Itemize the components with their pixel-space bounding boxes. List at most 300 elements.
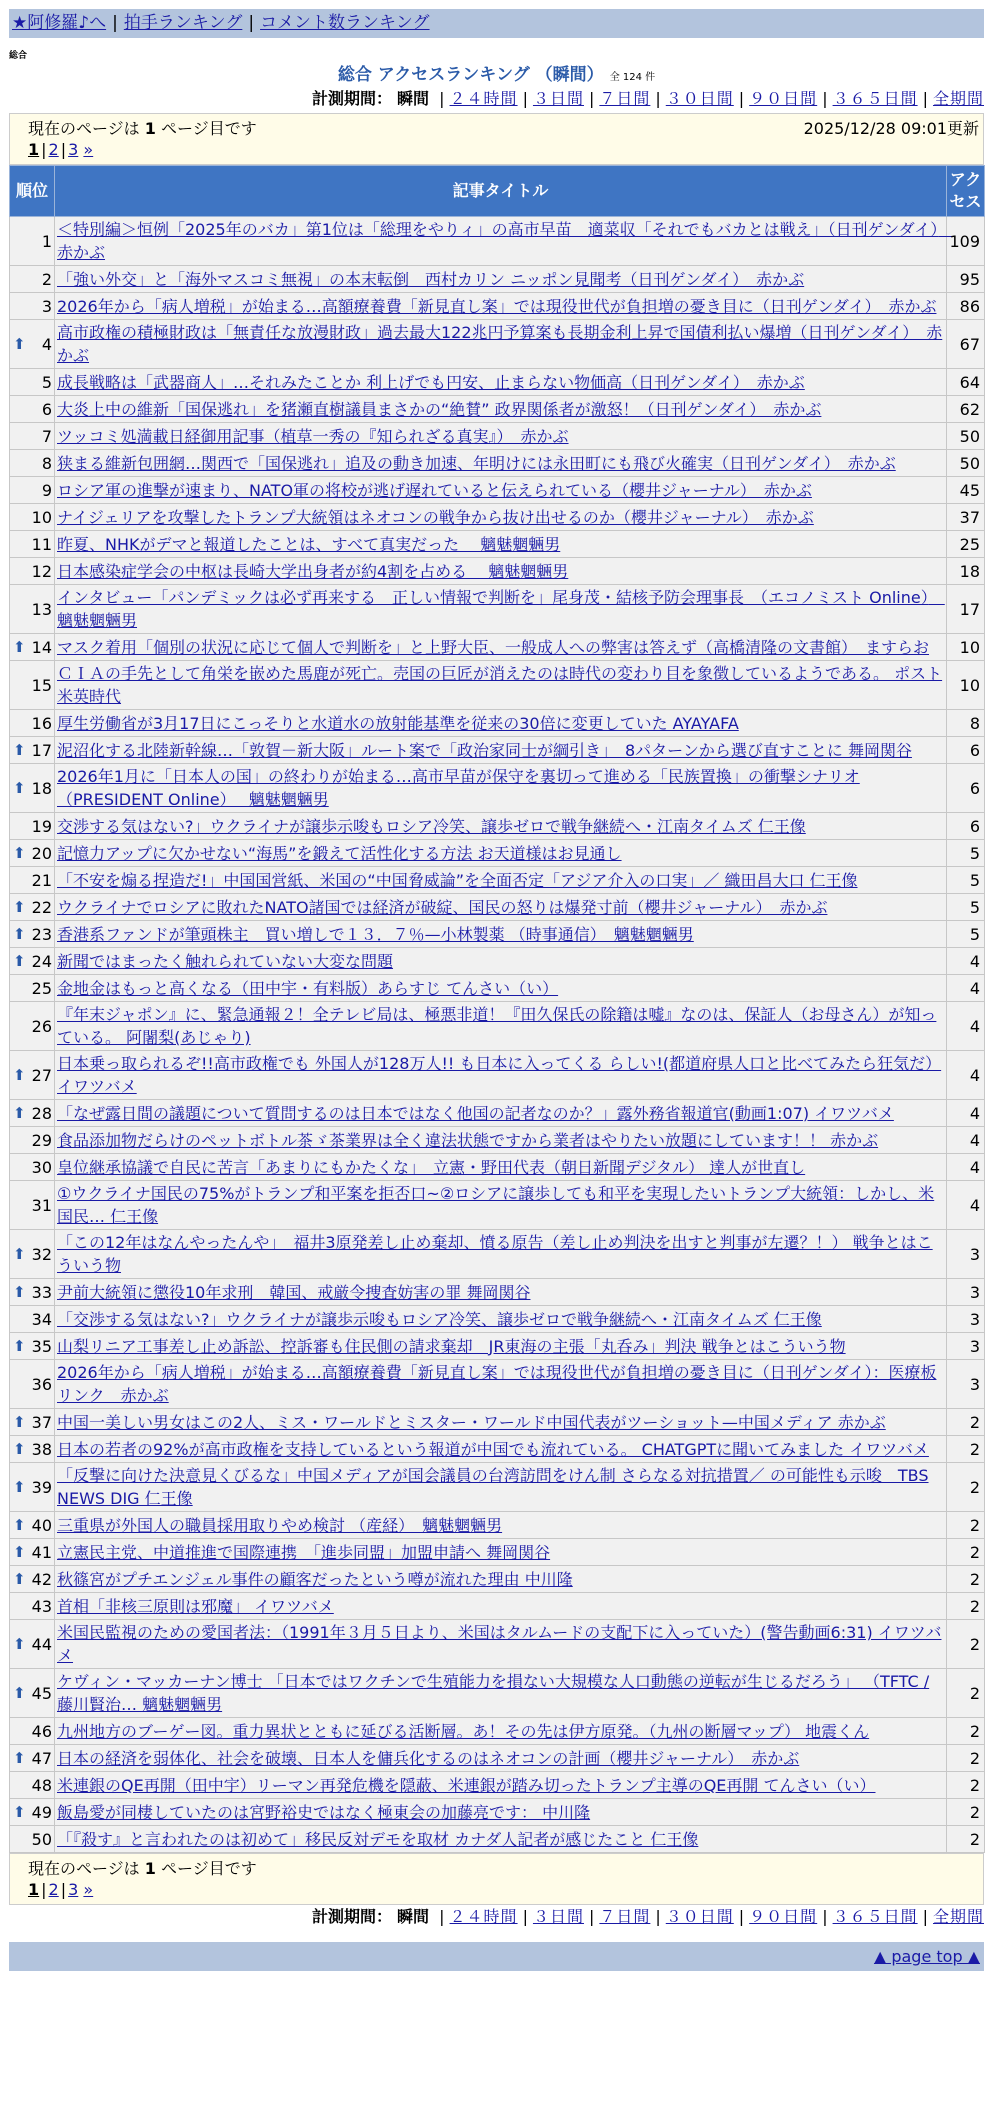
rank-number: 7 [41, 426, 52, 446]
period-current: 瞬間 [397, 89, 430, 108]
rank-number: 22 [31, 897, 52, 917]
table-row [10, 634, 985, 661]
title-cell [55, 1799, 947, 1826]
top-nav-bar [9, 9, 984, 38]
rank-cell [10, 1002, 55, 1051]
article-title-link[interactable]: ＣＩＡの手先として角栄を嵌めた馬鹿が死亡。売国の巨匠が消えたのは時代の変わり目を象徴しているようである。 ポスト米英時代 [57, 664, 943, 706]
article-title-link[interactable]: 飯島愛が同棲していたのは宮野裕史ではなく極東会の加藤亮です： 中川隆 [57, 1802, 591, 1822]
rank-up-arrow-icon: ⬆ [13, 1439, 26, 1458]
footer-bar [9, 1942, 984, 1971]
rank-up-arrow-icon: ⬆ [13, 778, 26, 797]
home-link[interactable]: ★阿修羅♪へ [12, 13, 107, 33]
period-link-4[interactable]: ９０日間 [749, 1907, 818, 1926]
access-count: 2 [947, 1826, 985, 1853]
rank-cell [10, 1512, 55, 1539]
article-title-link[interactable]: 狭まる維新包囲網…関西で「国保逃れ」追及の動き加速、年明けには永田町にも飛び火確実（日刊ゲンダイ） 赤かぶ [57, 453, 896, 473]
rank-number: 16 [31, 713, 52, 733]
article-title-link[interactable]: 2026年から「病人増税」が始まる…高額療養費「新見直し案」では現役世代が負担増の憂き目に（日刊ゲンダイ）：医療板リンク 赤かぶ [57, 1363, 937, 1405]
article-title-link[interactable]: 「強い外交」と「海外マスコミ無視」の本末転倒 西村カリン ニッポン見聞考（日刊ゲンダイ） 赤かぶ [57, 269, 805, 289]
table-row [10, 1181, 985, 1230]
access-count: 50 [947, 450, 985, 477]
article-title-link[interactable]: 「『殺す』と言われたのは初めて」移民反対デモを取材 カナダ人記者が感じたこと 仁王像 [57, 1829, 699, 1849]
article-title-link[interactable]: 交渉する気はない?」ウクライナが譲歩示唆もロシア冷笑、譲歩ゼロで戦争継続へ・江南タイムズ 仁王像 [57, 816, 806, 836]
rank-up-arrow-icon: ⬆ [13, 1103, 26, 1122]
period-separator: | [588, 1907, 595, 1926]
rank-cell [10, 1826, 55, 1853]
article-title-link[interactable]: ①ウクライナ国民の75%がトランプ和平案を拒否口~②ロシアに譲歩しても和平を実現したいトランプ大統領：しかし、米国民… 仁王像 [57, 1184, 935, 1226]
page-info-top [9, 113, 984, 165]
current-page-text: 現在のページは 1 ページ目です [28, 119, 257, 138]
article-title-link[interactable]: ナイジェリアを攻撃したトランプ大統領はネオコンの戦争から抜け出せるのか（櫻井ジャーナル） 赤かぶ [57, 507, 814, 527]
rank-cell [10, 450, 55, 477]
period-separator: | [439, 1907, 445, 1926]
table-row [10, 867, 985, 894]
rank-number: 36 [31, 1374, 52, 1394]
table-row [10, 558, 985, 585]
access-count: 4 [947, 1002, 985, 1051]
access-count: 3 [947, 1279, 985, 1306]
period-link-3[interactable]: ３０日間 [665, 89, 734, 108]
period-link-5[interactable]: ３６５日間 [832, 1907, 918, 1926]
title-cell [55, 1051, 947, 1100]
rank-number: 19 [31, 816, 52, 836]
rank-up-arrow-icon: ⬆ [13, 897, 26, 916]
access-count: 25 [947, 531, 985, 558]
rank-cell [10, 1181, 55, 1230]
rank-number: 37 [31, 1412, 52, 1432]
article-title-link[interactable]: マスク着用「個別の状況に応じて個人で判断を」と上野大臣、一般成人への弊害は答えず（高橋清隆の文書館） ますらお [57, 637, 930, 657]
access-count: 2 [947, 1799, 985, 1826]
pager-page-current: 1 [28, 140, 40, 159]
article-title-link[interactable]: 厚生労働省が3月17日にこっそりと水道水の放射能基準を従来の30倍に変更していた AYAYAFA [57, 713, 739, 733]
rank-number: 8 [41, 453, 52, 473]
rank-number: 49 [31, 1802, 52, 1822]
title-cell [55, 1593, 947, 1620]
rank-up-arrow-icon: ⬆ [13, 1336, 26, 1355]
title-cell [55, 423, 947, 450]
table-row [10, 894, 985, 921]
rank-up-arrow-icon: ⬆ [13, 1244, 26, 1263]
table-row [10, 1230, 985, 1279]
title-cell [55, 1409, 947, 1436]
rank-number: 38 [31, 1439, 52, 1459]
article-title-link[interactable]: 食品添加物だらけのペットボトル茶ゞ茶業界は全く違法状態ですから業者はやりたい放題にしています！！ 赤かぶ [57, 1130, 879, 1150]
access-count: 67 [947, 320, 985, 369]
rank-up-arrow-icon: ⬆ [13, 924, 26, 943]
rank-number: 33 [31, 1282, 52, 1302]
rank-number: 42 [31, 1569, 52, 1589]
rank-number: 29 [31, 1130, 52, 1150]
rank-cell [10, 1051, 55, 1100]
access-count: 4 [947, 1127, 985, 1154]
access-count: 5 [947, 921, 985, 948]
article-title-link[interactable]: 昨夏、NHKがデマと報道したことは、すべて真実だった 魑魅魍魎男 [57, 534, 561, 554]
rank-number: 48 [31, 1775, 52, 1795]
table-row [10, 1745, 985, 1772]
pager-separator: | [41, 1880, 47, 1899]
title-cell [55, 217, 955, 266]
rank-cell [10, 975, 55, 1002]
article-title-link[interactable]: 「なぜ露日間の議題について質問するのは日本ではなく他国の記者なのか？」露外務省報道官(動画1:07) イワツバメ [57, 1103, 894, 1123]
access-count: 5 [947, 867, 985, 894]
article-title-link[interactable]: 「反撃に向けた決意見くびるな」中国メディアが国会議員の台湾訪問をけん制 さらなる対抗措置／ の可能性も示唆 TBS NEWS DIG 仁王像 [57, 1466, 929, 1508]
title-cell [55, 1669, 947, 1718]
page-info-bottom [9, 1853, 984, 1905]
period-selector-bottom [9, 1905, 984, 1929]
pager-page-2[interactable]: 2 [48, 1880, 59, 1899]
access-count: 5 [947, 894, 985, 921]
title-cell [55, 661, 947, 710]
article-title-link[interactable]: 中国一美しい男女はこの2人、ミス・ワールドとミスター・ワールド中国代表がツーショット—中国メディア 赤かぶ [57, 1412, 886, 1432]
title-cell [55, 1620, 947, 1669]
title-cell [55, 1127, 947, 1154]
article-title-link[interactable]: 日本感染症学会の中枢は長崎大学出身者が約4割を占める 魑魅魍魎男 [57, 561, 569, 581]
rank-number: 14 [31, 637, 52, 657]
table-row [10, 369, 985, 396]
page-top-link[interactable]: ▲ page top ▲ [873, 1947, 980, 1966]
rank-number: 3 [41, 296, 52, 316]
article-title-link[interactable]: 記憶力アップに欠かせない“海馬”を鍛えて活性化する方法 お天道様はお見通し [57, 843, 622, 863]
article-title-link[interactable]: 米連銀のQE再開（田中宇）リーマン再発危機を隠蔽、米連銀が踏み切ったトランプ主導のQE再開 てんさい（い） [57, 1775, 876, 1795]
access-count: 2 [947, 1409, 985, 1436]
rank-number: 35 [31, 1336, 52, 1356]
rank-number: 1 [41, 231, 52, 251]
rank-number: 39 [31, 1477, 52, 1497]
rank-number: 4 [41, 334, 52, 354]
title-cell [55, 1306, 947, 1333]
article-title-link[interactable]: 尹前大統領に懲役10年求刑 韓国、戒厳令捜査妨害の罪 舞岡関谷 [57, 1282, 531, 1302]
rank-cell [10, 1718, 55, 1745]
article-title-link[interactable]: 『年末ジャポン』に、緊急通報２！全テレビ局は、極悪非道！『田久保氏の除籍は嘘』なのは、保証人（お母さん）が知っている。 阿闍梨(あじゃり) [57, 1005, 937, 1047]
rank-cell [10, 1539, 55, 1566]
rank-number: 24 [31, 951, 52, 971]
table-row [10, 1100, 985, 1127]
period-link-6[interactable]: 全期間 [932, 1907, 984, 1926]
title-cell [55, 266, 947, 293]
period-link-5[interactable]: ３６５日間 [832, 89, 918, 108]
rank-cell [10, 867, 55, 894]
period-separator: | [822, 89, 828, 108]
pager-separator: | [60, 140, 67, 159]
table-row [10, 1002, 985, 1051]
pager-top [28, 140, 93, 159]
title-cell [55, 531, 947, 558]
rank-cell [10, 396, 55, 423]
article-title-link[interactable]: ケヴィン・マッカーナン博士 「日本ではワクチンで生殖能力を損ない大規模な人口動態の逆転が生じるだろう」 （TFTC / 藤川賢治… 魑魅魍魎男 [57, 1672, 930, 1714]
rank-cell [10, 1127, 55, 1154]
title-cell [55, 293, 947, 320]
comment-ranking-link[interactable]: コメント数ランキング [260, 13, 430, 33]
rank-cell [10, 634, 55, 661]
period-separator: | [655, 89, 661, 108]
access-count: 109 [947, 217, 985, 266]
table-row [10, 450, 985, 477]
article-title-link[interactable]: 高市政権の積極財政は「無責任な放漫財政」過去最大122兆円予算案も長期金利上昇で国債利払い爆増（日刊ゲンダイ） 赤かぶ [57, 323, 943, 365]
rank-cell [10, 293, 55, 320]
rank-number: 11 [31, 534, 52, 554]
table-row [10, 531, 985, 558]
access-count: 17 [947, 585, 985, 634]
period-link-6[interactable]: 全期間 [932, 89, 984, 108]
title-cell [55, 504, 947, 531]
access-count: 2 [947, 1512, 985, 1539]
rank-cell [10, 1745, 55, 1772]
title-cell [55, 1718, 947, 1745]
rank-number: 20 [31, 843, 52, 863]
title-cell [55, 1360, 947, 1409]
period-link-1[interactable]: ３日間 [532, 1907, 584, 1926]
table-row [10, 585, 985, 634]
rank-number: 5 [41, 372, 52, 392]
article-title-link[interactable]: 米国民監視のための愛国者法：（1991年３月５日より、米国はタルムードの支配下に入っていた）(警告動画6:31) イワツバメ [57, 1623, 942, 1665]
table-row [10, 423, 985, 450]
rank-cell [10, 737, 55, 764]
rank-cell [10, 504, 55, 531]
table-row [10, 1279, 985, 1306]
period-separator: | [738, 1907, 745, 1926]
title-cell [55, 1181, 947, 1230]
access-count: 10 [947, 661, 985, 710]
ranking-table [9, 165, 985, 1853]
table-row [10, 1669, 985, 1718]
article-title-link[interactable]: 日本乗っ取られるぞ!!高市政権でも 外国人が128万人!! も日本に入ってくる らしい!(都道府県人口と比べてみたら狂気だ） イワツバメ [57, 1054, 942, 1096]
rank-number: 12 [31, 561, 52, 581]
period-separator: | [522, 89, 528, 108]
rank-number: 26 [31, 1016, 52, 1036]
rank-cell [10, 1463, 55, 1512]
nav-separator: | [112, 13, 118, 33]
title-cell [55, 1279, 947, 1306]
access-count: 2 [947, 1620, 985, 1669]
title-cell [55, 840, 947, 867]
table-row [10, 710, 985, 737]
access-count: 3 [947, 1230, 985, 1279]
table-row [10, 1360, 985, 1409]
item-count: 全 124 件 [609, 72, 656, 83]
table-row [10, 293, 985, 320]
article-title-link[interactable]: 日本の若者の92%が高市政権を支持しているという報道が中国でも流れている。 CHATGPTに聞いてみました イワツバメ [57, 1439, 929, 1459]
access-count: 4 [947, 1100, 985, 1127]
period-link-0[interactable]: ２４時間 [449, 1907, 518, 1926]
table-row [10, 661, 985, 710]
article-title-link[interactable]: 日本の経済を弱体化、社会を破壊、日本人を傭兵化するのはネオコンの計画（櫻井ジャーナル） 赤かぶ [57, 1748, 800, 1768]
article-title-link[interactable]: 三重県が外国人の職員採用取りやめ検討 （産経） 魑魅魍魎男 [57, 1515, 503, 1535]
article-title-link[interactable]: 2026年から「病人増税」が始まる…高額療養費「新見直し案」では現役世代が負担増の憂き目に（日刊ゲンダイ） 赤かぶ [57, 296, 937, 316]
table-row [10, 1051, 985, 1100]
access-count: 2 [947, 1436, 985, 1463]
title-cell [55, 1539, 947, 1566]
period-link-4[interactable]: ９０日間 [749, 89, 818, 108]
pager-page-current: 1 [28, 1880, 40, 1899]
rank-number: 25 [31, 978, 52, 998]
clap-ranking-link[interactable]: 拍手ランキング [123, 13, 243, 33]
period-separator: | [738, 89, 745, 108]
article-title-link[interactable]: 金地金はもっと高くなる（田中宇・有料版）あらすじ てんさい（い） [57, 978, 559, 998]
table-row [10, 1333, 985, 1360]
rank-up-arrow-icon: ⬆ [13, 1802, 26, 1821]
rank-number: 2 [41, 269, 52, 289]
access-count: 4 [947, 975, 985, 1002]
rank-up-arrow-icon: ⬆ [13, 843, 26, 862]
access-count: 2 [947, 1566, 985, 1593]
access-count: 64 [947, 369, 985, 396]
rank-cell [10, 369, 55, 396]
access-count: 2 [947, 1593, 985, 1620]
period-link-3[interactable]: ３０日間 [665, 1907, 734, 1926]
title-cell [55, 369, 947, 396]
rank-cell [10, 1669, 55, 1718]
access-count: 2 [947, 1772, 985, 1799]
title-cell [55, 396, 947, 423]
rank-number: 9 [41, 480, 52, 500]
table-row [10, 1154, 985, 1181]
page-title: 総合 アクセスランキング （瞬間） [337, 65, 604, 85]
access-count: 4 [947, 1051, 985, 1100]
rank-cell [10, 1279, 55, 1306]
access-count: 4 [947, 1154, 985, 1181]
article-title-link[interactable]: 「交渉する気はない?」ウクライナが譲歩示唆もロシア冷笑、譲歩ゼロで戦争継続へ・江南タイムズ 仁王像 [57, 1309, 822, 1329]
rank-number: 23 [31, 924, 52, 944]
table-row [10, 1539, 985, 1566]
table-row [10, 266, 985, 293]
period-link-1[interactable]: ３日間 [532, 89, 584, 108]
title-cell [55, 948, 947, 975]
article-title-link[interactable]: 立憲民主党、中道推進で国際連携 「進歩同盟」加盟申請へ 舞岡関谷 [57, 1542, 551, 1562]
title-cell [55, 813, 947, 840]
access-count: 2 [947, 1463, 985, 1512]
title-cell [55, 477, 947, 504]
access-count: 3 [947, 1306, 985, 1333]
article-title-link[interactable]: 香港系ファンドが筆頭株主 買い増しで１３．７％—小林製薬 （時事通信） 魑魅魍魎男 [57, 924, 694, 944]
article-title-link[interactable]: 2026年1月に「日本人の国」の終わりが始まる…高市早苗が保守を裏切って進める「民族置換」の衝撃シナリオ （PRESIDENT Online） 魑魅魍魎男 [57, 767, 860, 809]
access-count: 3 [947, 1333, 985, 1360]
rank-number: 34 [31, 1309, 52, 1329]
period-separator: | [655, 1907, 661, 1926]
access-count: 45 [947, 477, 985, 504]
period-selector-top [9, 87, 984, 111]
rank-number: 17 [31, 740, 52, 760]
article-title-link[interactable]: 九州地方のブーゲー図。重力異状とともに延びる活断層。あ！その先は伊方原発。（九州の断層マップ） 地震くん [57, 1721, 870, 1741]
rank-cell [10, 1620, 55, 1669]
title-cell [55, 1566, 947, 1593]
period-separator: | [522, 1907, 528, 1926]
rank-number: 6 [41, 399, 52, 419]
title-cell [55, 975, 947, 1002]
table-row [10, 813, 985, 840]
period-link-0[interactable]: ２４時間 [449, 89, 518, 108]
rank-cell [10, 1306, 55, 1333]
period-link-2[interactable]: ７日間 [599, 89, 651, 108]
rank-cell [10, 894, 55, 921]
access-count: 3 [947, 1360, 985, 1409]
rank-cell [10, 661, 55, 710]
table-row [10, 1127, 985, 1154]
count-column-header: アクセス [947, 166, 985, 217]
table-row [10, 948, 985, 975]
table-row [10, 1799, 985, 1826]
rank-cell [10, 948, 55, 975]
pager-page-2[interactable]: 2 [48, 140, 59, 159]
title-cell [55, 1436, 947, 1463]
access-count: 37 [947, 504, 985, 531]
pager-next-link[interactable]: » [83, 1880, 94, 1899]
title-cell [55, 1002, 947, 1051]
category-label: 総合 [9, 51, 28, 61]
article-title-link[interactable]: 新聞ではまったく触れられていない大変な問題 [57, 951, 394, 971]
article-title-link[interactable]: ロシア軍の進撃が速まり、NATO軍の将校が逃げ遅れていると伝えられている（櫻井ジャーナル） 赤かぶ [57, 480, 812, 500]
rank-number: 13 [31, 599, 52, 619]
rank-cell [10, 266, 55, 293]
rank-number: 10 [31, 507, 52, 527]
title-cell [55, 1154, 947, 1181]
rank-cell [10, 320, 55, 369]
article-title-link[interactable]: インタビュー「パンデミックは必ず再来する 正しい情報で判断を」尾身茂・結核予防会理事長 （エコノミスト Online） 魑魅魍魎男 [57, 588, 945, 630]
access-count: 50 [947, 423, 985, 450]
access-count: 5 [947, 840, 985, 867]
access-count: 8 [947, 710, 985, 737]
table-row [10, 477, 985, 504]
rank-cell [10, 1360, 55, 1409]
table-row [10, 1772, 985, 1799]
rank-number: 47 [31, 1748, 52, 1768]
period-label: 計測期間： [311, 1907, 392, 1926]
article-title-link[interactable]: 首相「非核三原則は邪魔」 イワツバメ [57, 1596, 334, 1616]
article-title-link[interactable]: ＜特別編＞恒例「2025年のバカ」第1位は「総理をやりィ」の高市早苗 適菜収「それでもバカとは戦え」（日刊ゲンダイ） 赤かぶ [57, 220, 955, 262]
rank-up-arrow-icon: ⬆ [13, 1748, 26, 1767]
title-cell [55, 634, 947, 661]
table-row [10, 1306, 985, 1333]
title-cell [55, 1463, 947, 1512]
article-title-link[interactable]: 皇位継承協議で自民に苦言「あまりにもかたくな」 立憲・野田代表（朝日新聞デジタル） 達人が世直し [57, 1157, 806, 1177]
article-title-link[interactable]: 秋篠宮がプチエンジェル事件の顧客だったという噂が流れた理由 中川隆 [57, 1569, 573, 1589]
rank-up-arrow-icon: ⬆ [13, 1683, 26, 1702]
access-count: 2 [947, 1745, 985, 1772]
rank-cell [10, 1154, 55, 1181]
rank-number: 15 [31, 675, 52, 695]
rank-cell [10, 1772, 55, 1799]
period-link-2[interactable]: ７日間 [599, 1907, 651, 1926]
access-count: 4 [947, 1181, 985, 1230]
article-title-link[interactable]: 大炎上中の維新「国保逃れ」を猪瀬直樹議員まさかの“絶賛” 政界関係者が激怒！（日刊ゲンダイ） 赤かぶ [57, 399, 822, 419]
title-cell [55, 558, 947, 585]
access-count: 6 [947, 813, 985, 840]
table-row [10, 396, 985, 423]
article-title-link[interactable]: 成長戦略は「武器商人」…それみたことか 利上げでも円安、止まらない物価高（日刊ゲンダイ） 赤かぶ [57, 372, 805, 392]
table-row [10, 1566, 985, 1593]
article-title-link[interactable]: 「不安を煽る捏造だ!」中国国営紙、米国の“中国脅威論”を全面否定「アジア介入の口実」／ 織田昌大口 仁王像 [57, 870, 858, 890]
article-title-link[interactable]: 山梨リニア工事差し止め訴訟、控訴審も住民側の請求棄却 JR東海の主張「丸呑み」判決 戦争とはこういう物 [57, 1336, 846, 1356]
rank-number: 41 [31, 1542, 52, 1562]
table-row [10, 1463, 985, 1512]
pager-next-link[interactable]: » [83, 140, 94, 159]
table-row [10, 1436, 985, 1463]
pager-page-3[interactable]: 3 [68, 140, 79, 159]
article-title-link[interactable]: 泥沼化する北陸新幹線…「敦賀－新大阪」ルート案で「政治家同士が綱引き」 8パターンから選び直すことに 舞岡関谷 [57, 740, 912, 760]
rank-up-arrow-icon: ⬆ [13, 1569, 26, 1588]
pager-page-3[interactable]: 3 [68, 1880, 79, 1899]
access-count: 2 [947, 1669, 985, 1718]
period-separator: | [822, 1907, 828, 1926]
article-title-link[interactable]: ツッコミ処満載日経御用記事（植草一秀の『知られざる真実』） 赤かぶ [57, 426, 569, 446]
article-title-link[interactable]: 「この12年はなんやったんや」 福井3原発差し止め棄却、憤る原告（差し止め判決を出すと判事が左遷？！） 戦争とはこういう物 [57, 1233, 933, 1275]
rank-cell [10, 423, 55, 450]
rank-number: 28 [31, 1103, 52, 1123]
rank-number: 50 [31, 1829, 52, 1849]
pager-separator: | [41, 140, 47, 159]
rank-up-arrow-icon: ⬆ [13, 1515, 26, 1534]
article-title-link[interactable]: ウクライナでロシアに敗れたNATO諸国では経済が破綻、国民の怒りは爆発寸前（櫻井ジャーナル） 赤かぶ [57, 897, 828, 917]
title-cell [55, 1230, 947, 1279]
